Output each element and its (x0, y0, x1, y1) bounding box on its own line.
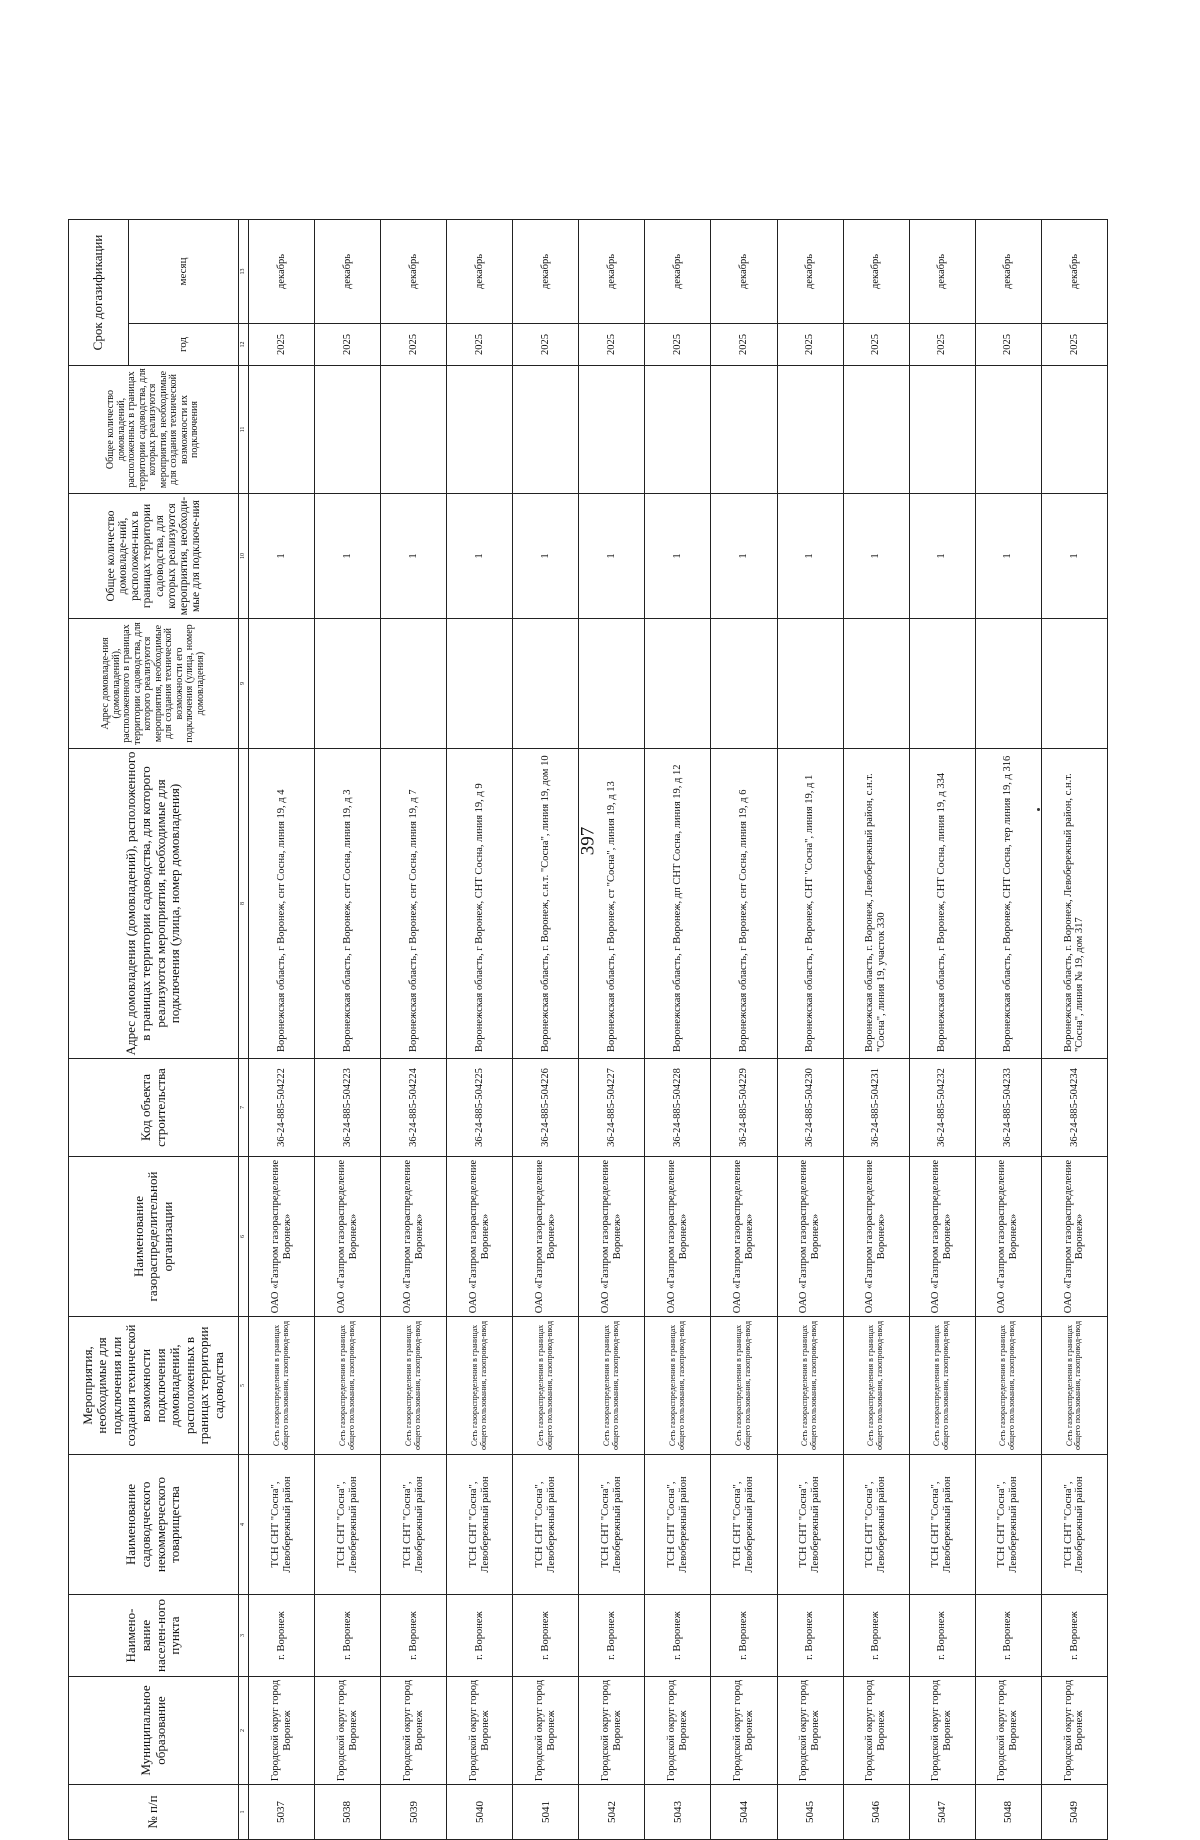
column-number: 1 (239, 1785, 249, 1840)
count-cell: 1 (249, 494, 315, 619)
header-number: № п/п (69, 1785, 239, 1840)
header-deadline: Срок догазификации (69, 220, 129, 366)
gas-org-cell: ОАО «Газпром газораспределение Воронеж» (513, 1157, 579, 1317)
snt-cell: ТСН СНТ "Сосна", Левобережный район (381, 1455, 447, 1595)
address-tech-cell (381, 619, 447, 749)
municipality-cell: Городской округ город Воронеж (909, 1677, 975, 1785)
settlement-cell: г. Воронеж (249, 1595, 315, 1677)
column-number: 4 (239, 1455, 249, 1595)
count-cell: 1 (1041, 494, 1107, 619)
snt-cell: ТСН СНТ "Сосна", Левобережный район (579, 1455, 645, 1595)
table-row (843, 220, 909, 1840)
settlement-cell: г. Воронеж (777, 1595, 843, 1677)
table-row (975, 220, 1041, 1840)
measures-cell: Сеть газораспределения в границах общего пользования, газопровод-ввод (1041, 1317, 1107, 1455)
year-cell: 2025 (777, 324, 843, 366)
settlement-cell: г. Воронеж (513, 1595, 579, 1677)
header-municipality: Муниципальное образование (69, 1677, 239, 1785)
object-code-cell: 36-24-885-504231 (843, 1059, 909, 1157)
count-tech-cell (843, 366, 909, 494)
table-row (513, 220, 579, 1840)
year-cell: 2025 (909, 324, 975, 366)
header-address: Адрес домовладения (домовладений), расположенного в границах территории садоводства, для которого реализуются мероприятия, необходимые для подключения (улица, номер домовладения) (69, 749, 239, 1059)
settlement-cell: г. Воронеж (579, 1595, 645, 1677)
address-cell: Воронежская область, г Воронеж, снт Сосна, линия 19, д 4 (249, 749, 315, 1059)
snt-cell: ТСН СНТ "Сосна", Левобережный район (909, 1455, 975, 1595)
column-number: 3 (239, 1595, 249, 1677)
measures-cell: Сеть газораспределения в границах общего пользования, газопровод-ввод (909, 1317, 975, 1455)
measures-cell: Сеть газораспределения в границах общего пользования, газопровод-ввод (843, 1317, 909, 1455)
column-number: 10 (239, 494, 249, 619)
header-year: год (129, 324, 239, 366)
year-cell: 2025 (579, 324, 645, 366)
object-code-cell: 36-24-885-504226 (513, 1059, 579, 1157)
count-tech-cell (513, 366, 579, 494)
header-object-code: Код объекта строительства (69, 1059, 239, 1157)
address-cell: Воронежская область, г Воронеж, снт Сосна, линия 19, д 7 (381, 749, 447, 1059)
table-row (249, 220, 315, 1840)
settlement-cell: г. Воронеж (909, 1595, 975, 1677)
count-cell: 1 (777, 494, 843, 619)
gas-org-cell: ОАО «Газпром газораспределение Воронеж» (1041, 1157, 1107, 1317)
table-row (1041, 220, 1107, 1840)
settlement-cell: г. Воронеж (447, 1595, 513, 1677)
year-cell: 2025 (513, 324, 579, 366)
address-cell: Воронежская область, г Воронеж, СНТ Сосна, тер линия 19, д 316 (975, 749, 1041, 1059)
snt-cell: ТСН СНТ "Сосна", Левобережный район (315, 1455, 381, 1595)
measures-cell: Сеть газораспределения в границах общего пользования, газопровод-ввод (579, 1317, 645, 1455)
settlement-cell: г. Воронеж (645, 1595, 711, 1677)
address-tech-cell (909, 619, 975, 749)
object-code-cell: 36-24-885-504224 (381, 1059, 447, 1157)
municipality-cell: Городской округ город Воронеж (249, 1677, 315, 1785)
column-number: 11 (239, 366, 249, 494)
municipality-cell: Городской округ город Воронеж (975, 1677, 1041, 1785)
count-tech-cell (447, 366, 513, 494)
year-cell: 2025 (447, 324, 513, 366)
municipality-cell: Городской округ город Воронеж (315, 1677, 381, 1785)
count-tech-cell (777, 366, 843, 494)
row-number: 5042 (579, 1785, 645, 1840)
municipality-cell: Городской округ город Воронеж (711, 1677, 777, 1785)
count-tech-cell (315, 366, 381, 494)
object-code-cell: 36-24-885-504232 (909, 1059, 975, 1157)
count-cell: 1 (447, 494, 513, 619)
table-row (909, 220, 975, 1840)
municipality-cell: Городской округ город Воронеж (1041, 1677, 1107, 1785)
object-code-cell: 36-24-885-504223 (315, 1059, 381, 1157)
snt-cell: ТСН СНТ "Сосна", Левобережный район (249, 1455, 315, 1595)
month-cell: декабрь (447, 220, 513, 324)
address-cell: Воронежская область, г. Воронеж, с.н.т. "Сосна", линия 19, дом 10 (513, 749, 579, 1059)
year-cell: 2025 (975, 324, 1041, 366)
column-number: 6 (239, 1157, 249, 1317)
settlement-cell: г. Воронеж (1041, 1595, 1107, 1677)
address-tech-cell (777, 619, 843, 749)
month-cell: декабрь (777, 220, 843, 324)
column-number: 7 (239, 1059, 249, 1157)
address-tech-cell (579, 619, 645, 749)
table-row (645, 220, 711, 1840)
header-count: Общее количество домовладе-ний, расположен-ных в границах территории садоводства, для которых реализуются мероприятия, необходи-мые для подключе-ния (69, 494, 239, 619)
count-cell: 1 (711, 494, 777, 619)
table-row (315, 220, 381, 1840)
count-tech-cell (1041, 366, 1107, 494)
count-cell: 1 (579, 494, 645, 619)
measures-cell: Сеть газораспределения в границах общего пользования, газопровод-ввод (777, 1317, 843, 1455)
municipality-cell: Городской округ город Воронеж (447, 1677, 513, 1785)
column-number: 5 (239, 1317, 249, 1455)
row-number: 5043 (645, 1785, 711, 1840)
address-tech-cell (975, 619, 1041, 749)
count-tech-cell (909, 366, 975, 494)
snt-cell: ТСН СНТ "Сосна", Левобережный район (513, 1455, 579, 1595)
month-cell: декабрь (711, 220, 777, 324)
count-cell: 1 (975, 494, 1041, 619)
object-code-cell: 36-24-885-504230 (777, 1059, 843, 1157)
municipality-cell: Городской округ город Воронеж (381, 1677, 447, 1785)
address-tech-cell (447, 619, 513, 749)
gas-org-cell: ОАО «Газпром газораспределение Воронеж» (249, 1157, 315, 1317)
address-tech-cell (843, 619, 909, 749)
address-cell: Воронежская область, г. Воронеж, Левобережный район, с.н.т. "Сосна", линия 19, участок 330 (843, 749, 909, 1059)
month-cell: декабрь (843, 220, 909, 324)
month-cell: декабрь (579, 220, 645, 324)
table-row (579, 220, 645, 1840)
settlement-cell: г. Воронеж (711, 1595, 777, 1677)
gas-org-cell: ОАО «Газпром газораспределение Воронеж» (447, 1157, 513, 1317)
object-code-cell: 36-24-885-504225 (447, 1059, 513, 1157)
address-cell: Воронежская область, г Воронеж, СНТ "Сосна", линия 19, д 1 (777, 749, 843, 1059)
settlement-cell: г. Воронеж (315, 1595, 381, 1677)
measures-cell: Сеть газораспределения в границах общего пользования, газопровод-ввод (447, 1317, 513, 1455)
row-number: 5047 (909, 1785, 975, 1840)
row-number: 5037 (249, 1785, 315, 1840)
count-cell: 1 (909, 494, 975, 619)
gas-org-cell: ОАО «Газпром газораспределение Воронеж» (777, 1157, 843, 1317)
measures-cell: Сеть газораспределения в границах общего пользования, газопровод-ввод (249, 1317, 315, 1455)
table-row (381, 220, 447, 1840)
row-number: 5049 (1041, 1785, 1107, 1840)
address-cell: Воронежская область, г Воронеж, ст "Сосна", линия 19, д 13 (579, 749, 645, 1059)
count-tech-cell (645, 366, 711, 494)
table-row (711, 220, 777, 1840)
row-number: 5048 (975, 1785, 1041, 1840)
count-tech-cell (975, 366, 1041, 494)
year-cell: 2025 (711, 324, 777, 366)
year-cell: 2025 (1041, 324, 1107, 366)
year-cell: 2025 (381, 324, 447, 366)
row-number: 5041 (513, 1785, 579, 1840)
settlement-cell: г. Воронеж (381, 1595, 447, 1677)
column-number: 9 (239, 619, 249, 749)
month-cell: декабрь (975, 220, 1041, 324)
object-code-cell: 36-24-885-504229 (711, 1059, 777, 1157)
snt-cell: ТСН СНТ "Сосна", Левобережный район (1041, 1455, 1107, 1595)
month-cell: декабрь (909, 220, 975, 324)
municipality-cell: Городской округ город Воронеж (777, 1677, 843, 1785)
row-number: 5046 (843, 1785, 909, 1840)
rotated-page (68, 220, 1108, 1840)
snt-cell: ТСН СНТ "Сосна", Левобережный район (447, 1455, 513, 1595)
header-measures: Мероприятия, необходимые для подключения или создания технической возможности подключения домовладений, расположенных в границах территории садоводства (69, 1317, 239, 1455)
column-number: 12 (239, 324, 249, 366)
count-tech-cell (381, 366, 447, 494)
address-cell: Воронежская область, г Воронеж, СНТ Сосна, линия 19, д 334 (909, 749, 975, 1059)
gasification-table (68, 219, 1108, 1840)
address-cell: Воронежская область, г Воронеж, СНТ Сосна, линия 19, д 9 (447, 749, 513, 1059)
object-code-cell: 36-24-885-504233 (975, 1059, 1041, 1157)
address-cell: Воронежская область, г Воронеж, снт Сосна, линия 19, д 6 (711, 749, 777, 1059)
count-tech-cell (249, 366, 315, 494)
year-cell: 2025 (645, 324, 711, 366)
address-tech-cell (645, 619, 711, 749)
municipality-cell: Городской округ город Воронеж (843, 1677, 909, 1785)
row-number: 5039 (381, 1785, 447, 1840)
gas-org-cell: ОАО «Газпром газораспределение Воронеж» (843, 1157, 909, 1317)
month-cell: декабрь (645, 220, 711, 324)
header-gas-org: Наименование газораспределительной организации (69, 1157, 239, 1317)
column-number-row (239, 220, 249, 1840)
count-cell: 1 (315, 494, 381, 619)
column-number: 2 (239, 1677, 249, 1785)
settlement-cell: г. Воронеж (975, 1595, 1041, 1677)
table-row (777, 220, 843, 1840)
year-cell: 2025 (843, 324, 909, 366)
month-cell: декабрь (513, 220, 579, 324)
municipality-cell: Городской округ город Воронеж (645, 1677, 711, 1785)
page-number: 397 (577, 826, 599, 856)
snt-cell: ТСН СНТ "Сосна", Левобережный район (843, 1455, 909, 1595)
column-number: 13 (239, 220, 249, 324)
address-tech-cell (315, 619, 381, 749)
snt-cell: ТСН СНТ "Сосна", Левобережный район (645, 1455, 711, 1595)
header-count-tech: Общее количество домовладений, расположенных в границах территории садоводства, для которых реализуются мероприятия, необходимые для создания технической возможности их подключения (69, 366, 239, 494)
count-tech-cell (711, 366, 777, 494)
header-address-tech: Адрес домовладе-ния (домовладений), расположенного в границах территории садоводства, для которого реализуются мероприятия, необходимые для создания технической возможности его подключения (улица, номер домовладения) (69, 619, 239, 749)
municipality-cell: Городской округ город Воронеж (579, 1677, 645, 1785)
column-number: 8 (239, 749, 249, 1059)
snt-cell: ТСН СНТ "Сосна", Левобережный район (711, 1455, 777, 1595)
month-cell: декабрь (1041, 220, 1107, 324)
row-number: 5040 (447, 1785, 513, 1840)
address-cell: Воронежская область, г Воронеж, дп СНТ Сосна, линия 19, д 12 (645, 749, 711, 1059)
address-tech-cell (711, 619, 777, 749)
month-cell: декабрь (315, 220, 381, 324)
row-number: 5038 (315, 1785, 381, 1840)
row-number: 5045 (777, 1785, 843, 1840)
gas-org-cell: ОАО «Газпром газораспределение Воронеж» (381, 1157, 447, 1317)
count-cell: 1 (381, 494, 447, 619)
gas-org-cell: ОАО «Газпром газораспределение Воронеж» (909, 1157, 975, 1317)
object-code-cell: 36-24-885-504227 (579, 1059, 645, 1157)
year-cell: 2025 (315, 324, 381, 366)
measures-cell: Сеть газораспределения в границах общего пользования, газопровод-ввод (315, 1317, 381, 1455)
table-row (447, 220, 513, 1840)
measures-cell: Сеть газораспределения в границах общего пользования, газопровод-ввод (975, 1317, 1041, 1455)
municipality-cell: Городской округ город Воронеж (513, 1677, 579, 1785)
gas-org-cell: ОАО «Газпром газораспределение Воронеж» (579, 1157, 645, 1317)
settlement-cell: г. Воронеж (843, 1595, 909, 1677)
gas-org-cell: ОАО «Газпром газораспределение Воронеж» (315, 1157, 381, 1317)
table-body (249, 220, 1108, 1840)
row-number: 5044 (711, 1785, 777, 1840)
measures-cell: Сеть газораспределения в границах общего пользования, газопровод-ввод (513, 1317, 579, 1455)
header-month: месяц (129, 220, 239, 324)
address-cell: Воронежская область, г. Воронеж, Левобережный район, с.н.т. "Сосна", линия № 19, дом 317 (1041, 749, 1107, 1059)
gas-org-cell: ОАО «Газпром газораспределение Воронеж» (645, 1157, 711, 1317)
snt-cell: ТСН СНТ "Сосна", Левобережный район (975, 1455, 1041, 1595)
count-cell: 1 (843, 494, 909, 619)
address-cell: Воронежская область, г Воронеж, снт Сосна, линия 19, д 3 (315, 749, 381, 1059)
address-tech-cell (1041, 619, 1107, 749)
count-cell: 1 (513, 494, 579, 619)
header-snt: Наименование садоводческого некоммерческого товарищества (69, 1455, 239, 1595)
object-code-cell: 36-24-885-504222 (249, 1059, 315, 1157)
month-cell: декабрь (381, 220, 447, 324)
measures-cell: Сеть газораспределения в границах общего пользования, газопровод-ввод (711, 1317, 777, 1455)
count-tech-cell (579, 366, 645, 494)
object-code-cell: 36-24-885-504228 (645, 1059, 711, 1157)
gas-org-cell: ОАО «Газпром газораспределение Воронеж» (975, 1157, 1041, 1317)
address-tech-cell (249, 619, 315, 749)
month-cell: декабрь (249, 220, 315, 324)
measures-cell: Сеть газораспределения в границах общего пользования, газопровод-ввод (381, 1317, 447, 1455)
object-code-cell: 36-24-885-504234 (1041, 1059, 1107, 1157)
measures-cell: Сеть газораспределения в границах общего пользования, газопровод-ввод (645, 1317, 711, 1455)
year-cell: 2025 (249, 324, 315, 366)
count-cell: 1 (645, 494, 711, 619)
header-settlement: Наимено-вание населен-ного пункта (69, 1595, 239, 1677)
address-tech-cell (513, 619, 579, 749)
gas-org-cell: ОАО «Газпром газораспределение Воронеж» (711, 1157, 777, 1317)
snt-cell: ТСН СНТ "Сосна", Левобережный район (777, 1455, 843, 1595)
